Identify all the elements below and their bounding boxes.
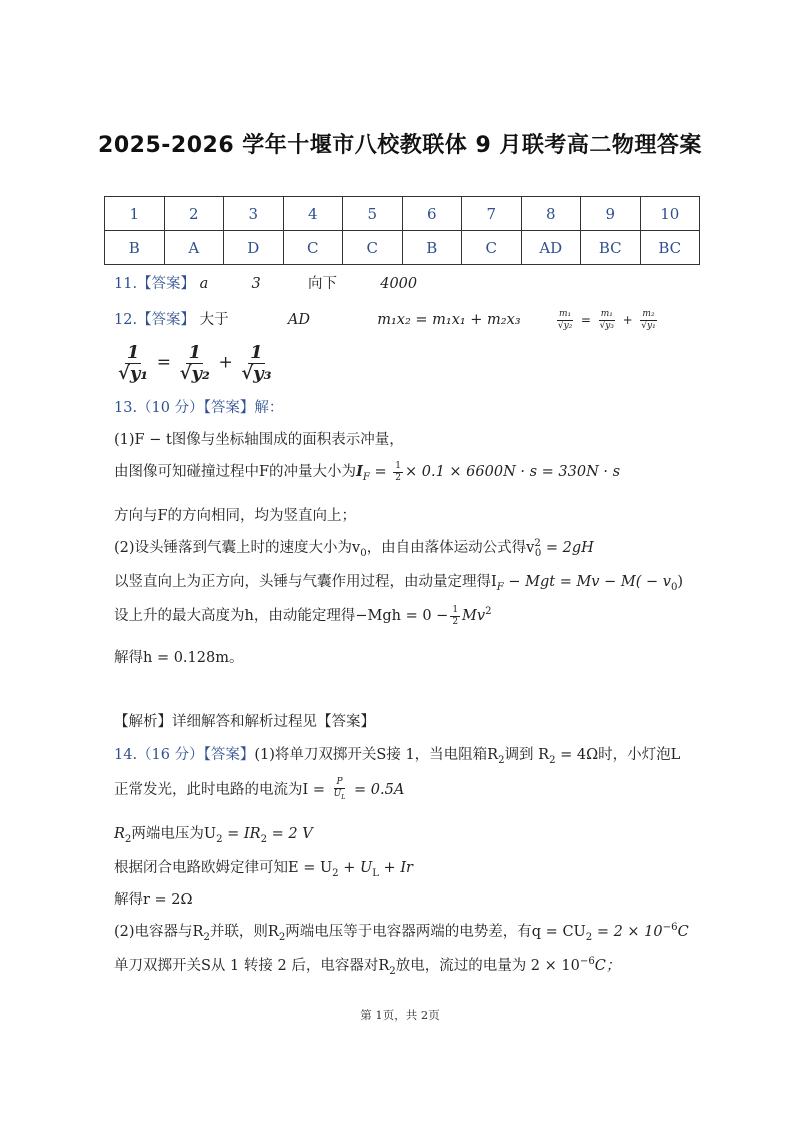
q13-line-1: (1)F − t图像与坐标轴围成的面积表示冲量， bbox=[114, 432, 404, 448]
q12-big-frac-3: $\frac{1}{\text{√y₃}}$ bbox=[241, 342, 272, 384]
table-cell-number: 4 bbox=[283, 197, 343, 231]
q14-line-2: 正常发光，此时电路的电流为I = $\frac{P}{U_L}$ = 0.5A bbox=[114, 777, 405, 802]
answer-table bbox=[104, 196, 700, 265]
table-cell-answer: A bbox=[164, 231, 224, 265]
q11-line bbox=[114, 272, 417, 293]
q12-frac-m1-y3: $\frac{\text{m₁}}{\text{√y₃}}$ bbox=[599, 308, 614, 331]
table-cell-number: 5 bbox=[343, 197, 403, 231]
table-cell-answer: BC bbox=[640, 231, 700, 265]
table-cell-number: 7 bbox=[462, 197, 522, 231]
table-cell-number: 9 bbox=[581, 197, 641, 231]
q11-answer-3: 向下 bbox=[308, 276, 337, 292]
q14-line-4: 根据闭合电路欧姆定律可知$E = U_2 + U_L + Ir$ bbox=[114, 860, 413, 879]
table-cell-number: 1 bbox=[105, 197, 165, 231]
table-cell-answer: C bbox=[343, 231, 403, 265]
table-cell-answer: AD bbox=[521, 231, 581, 265]
q12-frac-m1-y2: $\frac{\text{m₁}}{\text{√y₂}}$ bbox=[557, 308, 573, 331]
analysis-line: 【解析】详细解答和解析过程见【答案】 bbox=[114, 714, 375, 730]
q12-answer-2: AD bbox=[287, 312, 310, 328]
table-cell-number: 6 bbox=[402, 197, 462, 231]
q14-line-3: $R_2$两端电压为$U_2 = IR_2 = 2$ V bbox=[114, 826, 313, 845]
q12-big-frac-1: $\frac{1}{\text{√y₁}}$ bbox=[118, 342, 149, 384]
q11-answer-2: 3 bbox=[251, 276, 261, 292]
table-cell-number: 3 bbox=[224, 197, 284, 231]
q13-label: 13.（10 分）【答案】解： bbox=[114, 400, 284, 416]
table-cell-answer: C bbox=[462, 231, 522, 265]
q14-line-1: 14.（16 分）【答案】(1)将单刀双掷开关S接 1，当电阻箱$R_2$调到 $R_2 = 4\Omega$时，小灯泡L bbox=[114, 747, 681, 766]
q11-label: 11.【答案】 bbox=[114, 276, 196, 292]
table-cell-number: 8 bbox=[521, 197, 581, 231]
q13-line-4: (2)设头锤落到气囊上时的速度大小为$v_0$，由自由落体运动公式得$v^2_0 = 2gH$ bbox=[114, 538, 594, 559]
q12-answer-3: m₁x₂ = m₁x₁ + m₂x₃ bbox=[377, 312, 521, 328]
q11-answer-4: 4000 bbox=[380, 276, 418, 292]
table-cell-answer: C bbox=[283, 231, 343, 265]
q14-line-7: 单刀双掷开关S从 1 转接 2 后，电容器对$R_2$放电，流过的电量为 $2 \times 10^{-6}C$； bbox=[114, 956, 621, 977]
q13-line-7: 解得h = 0.128m。 bbox=[114, 650, 244, 666]
q12-frac-m2-y1: $\frac{\text{m₂}}{\text{√y₁}}$ bbox=[641, 308, 656, 331]
table-cell-number: 10 bbox=[640, 197, 700, 231]
page-footer: 第 1页，共 2页 bbox=[360, 1008, 440, 1022]
q12-answer-1: 大于 bbox=[199, 312, 229, 328]
q13-line-3: 方向与F的方向相同，均为竖直向上； bbox=[114, 508, 357, 524]
table-cell-answer: D bbox=[224, 231, 284, 265]
page-title: 2025-2026 学年十堰市八校教联体 9 月联考高二物理答案 bbox=[98, 133, 702, 158]
table-row-answers bbox=[105, 231, 700, 265]
q13-line-6: 设上升的最大高度为h，由动能定理得−Mgh = 0 − $\frac{1}{2}$ Mv$^2$ bbox=[114, 604, 492, 627]
table-cell-answer: BC bbox=[581, 231, 641, 265]
q12-formula-2: $\frac{1}{\text{√y₁}}$ = $\frac{1}{\text{√y₂}}$ + $\frac{1}{\text{√y₃}}$ bbox=[118, 342, 272, 384]
table-cell-answer: B bbox=[402, 231, 462, 265]
q13-line-5: 以竖直向上为正方向，头锤与气囊作用过程，由动量定理得$I_F$ − Mgt = $Mv - M( - v_0)$ bbox=[114, 574, 684, 593]
q14-line-6: (2)电容器与$R_2$并联，则$R_2$两端电压等于电容器两端的电势差，有$q = CU_2 = 2 \times 10^{-6}C$ bbox=[114, 922, 689, 943]
q12-label: 12.【答案】 bbox=[114, 312, 196, 328]
table-cell-number: 2 bbox=[164, 197, 224, 231]
table-cell-answer: B bbox=[105, 231, 165, 265]
table-row-numbers bbox=[105, 197, 700, 231]
q14-line-5: 解得r = 2Ω bbox=[114, 892, 193, 908]
q12-line: 12.【答案】 大于 AD m₁x₂ = m₁x₁ + m₂x₃ $\frac{\text{m₁}}{\text{√y₂}}$ = $\frac{\text{m₁}}{\text{√y₃}}$ + $\frac{\text{m₂}}{\text{√y₁}}$ bbox=[114, 308, 656, 331]
q12-big-frac-2: $\frac{1}{\text{√y₂}}$ bbox=[179, 342, 210, 384]
q13-line-2: 由图像可知碰撞过程中F的冲量大小为$I_F$ = $\frac{1}{2}$ × 0.1 × 6600N · s = 330N · s bbox=[114, 460, 621, 483]
q11-answer-1: a bbox=[199, 276, 209, 292]
